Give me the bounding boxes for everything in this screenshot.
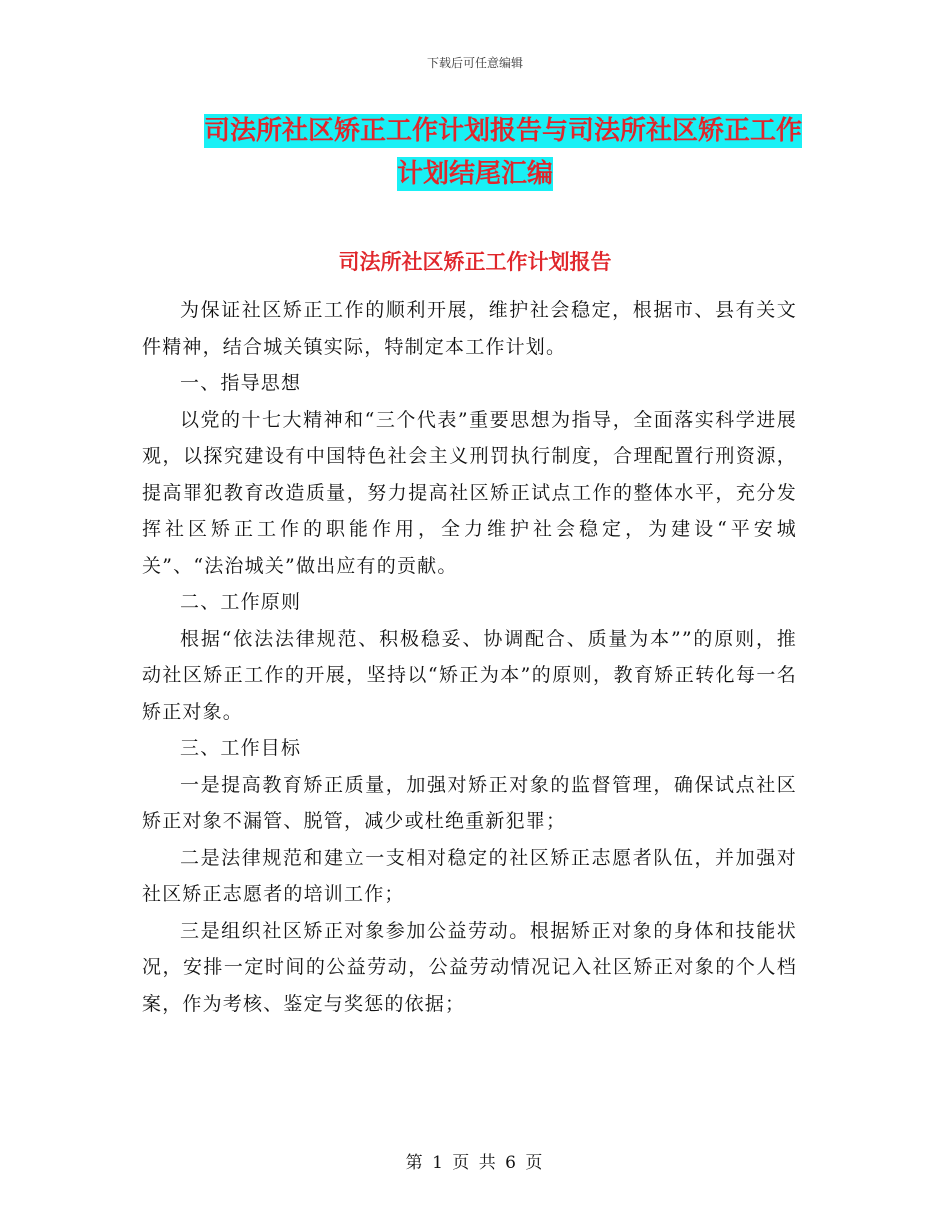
body-paragraph: 一是提高教育矫正质量，加强对矫正对象的监督管理，确保试点社区矫正对象不漏管、脱管，减少或杜绝重新犯罪； xyxy=(142,773,797,832)
body-paragraph: 以党的十七大精神和“三个代表”重要思想为指导，全面落实科学进展观，以探究建设有中国特色社会主义刑罚执行制度，合理配置行刑资源，提高罪犯教育改造质量，努力提高社区矫正试点工作的整体水平，充分发挥社区矫正工作的职能作用，全力维护社会稳定，为建设“平安城关”、“法治城关”做出应有的贡献。 xyxy=(142,408,797,577)
body-paragraph: 为保证社区矫正工作的顺利开展，维护社会稳定，根据市、县有关文件精神，结合城关镇实际，特制定本工作计划。 xyxy=(142,299,797,358)
body-paragraph: 二是法律规范和建立一支相对稳定的社区矫正志愿者队伍，并加强对社区矫正志愿者的培训工作； xyxy=(142,846,797,905)
document-title-line-1: 司法所社区矫正工作计划报告与司法所社区矫正工作 xyxy=(203,116,802,146)
page-header-note: 下载后可任意编辑 xyxy=(426,56,523,70)
section-title: 司法所社区矫正工作计划报告 xyxy=(338,250,612,274)
body-heading: 二、工作原则 xyxy=(180,591,302,613)
body-paragraph: 三是组织社区矫正对象参加公益劳动。根据矫正对象的身体和技能状况，安排一定时间的公益劳动，公益劳动情况记入社区矫正对象的个人档案，作为考核、鉴定与奖惩的依据； xyxy=(142,919,797,1015)
body-heading: 一、指导思想 xyxy=(180,372,302,394)
document-title-line-2: 计划结尾汇编 xyxy=(396,159,553,189)
document-title xyxy=(0,110,950,196)
page-footer: 第 1 页 共 6 页 xyxy=(405,1153,545,1173)
body-paragraph: 根据“依法法律规范、积极稳妥、协调配合、质量为本””的原则，推动社区矫正工作的开展，坚持以“矫正为本”的原则，教育矫正转化每一名矫正对象。 xyxy=(142,627,797,723)
document-body xyxy=(142,292,797,1022)
body-heading: 三、工作目标 xyxy=(180,737,302,759)
